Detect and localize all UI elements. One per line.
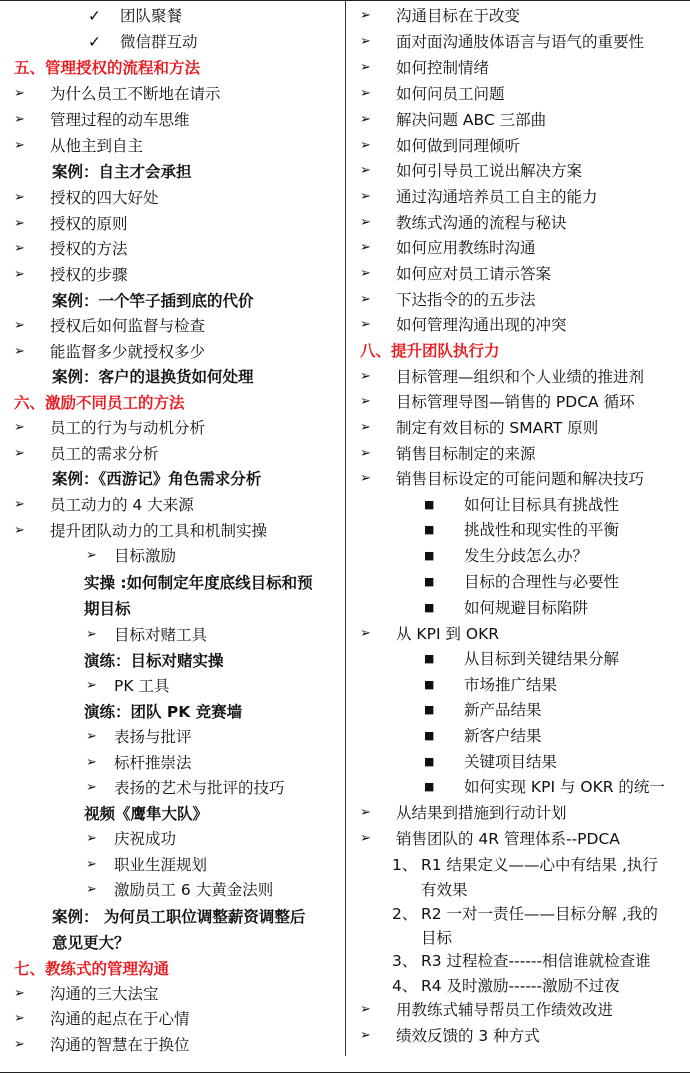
item-text: 销售目标设定的可能问题和解决技巧 bbox=[396, 470, 645, 488]
item-text: 案例：《西游记》角色需求分析 bbox=[52, 470, 262, 488]
item-text: 如何做到同理倾听 bbox=[396, 137, 521, 155]
arrow-bullet-icon: ➢ bbox=[360, 394, 371, 409]
item-text: 如何管理沟通出现的冲突 bbox=[396, 316, 567, 334]
arrow-bullet-icon: ➢ bbox=[360, 266, 371, 281]
item-text: 如何问员工问题 bbox=[396, 85, 505, 103]
item-text: 授权的四大好处 bbox=[50, 189, 159, 207]
arrow-bullet-icon: ➢ bbox=[360, 471, 371, 486]
arrow-bullet-icon: ➢ bbox=[360, 34, 371, 49]
arrow-bullet-icon: ➢ bbox=[86, 831, 97, 846]
item-number: 3、 bbox=[392, 952, 418, 970]
arrow-bullet-icon: ➢ bbox=[360, 163, 371, 178]
item-text: 案例：自主才会承担 bbox=[52, 163, 192, 181]
item-text: 能监督多少就授权多少 bbox=[50, 343, 206, 361]
arrow-bullet-icon: ➢ bbox=[14, 446, 25, 461]
column-divider bbox=[345, 1, 346, 1056]
item-text: 市场推广结果 bbox=[464, 676, 558, 694]
item-text: 六、激励不同员工的方法 bbox=[14, 394, 185, 412]
item-text: 演练：目标对赌实操 bbox=[84, 652, 224, 670]
item-text: 管理过程的动车思维 bbox=[50, 111, 190, 129]
item-text: 目标管理导图—销售的 PDCA 循环 bbox=[396, 393, 635, 411]
square-bullet-icon: ■ bbox=[424, 678, 435, 691]
item-text: 沟通目标在于改变 bbox=[396, 7, 521, 25]
arrow-bullet-icon: ➢ bbox=[360, 626, 371, 641]
item-text: 员工的行为与动机分析 bbox=[50, 419, 206, 437]
item-text: 解决问题 ABC 三部曲 bbox=[396, 111, 547, 129]
arrow-bullet-icon: ➢ bbox=[360, 420, 371, 435]
item-text: 如何应用教练时沟通 bbox=[396, 239, 536, 257]
item-text: 销售团队的 4R 管理体系--PDCA bbox=[396, 830, 620, 848]
arrow-bullet-icon: ➢ bbox=[14, 986, 25, 1001]
arrow-bullet-icon: ➢ bbox=[14, 344, 25, 359]
arrow-bullet-icon: ➢ bbox=[14, 86, 25, 101]
arrow-bullet-icon: ➢ bbox=[86, 755, 97, 770]
arrow-bullet-icon: ➢ bbox=[86, 729, 97, 744]
item-number: 4、 bbox=[392, 977, 418, 995]
item-text: 微信群互动 bbox=[120, 33, 198, 51]
square-bullet-icon: ■ bbox=[424, 703, 435, 716]
item-text: 从他主到自主 bbox=[50, 137, 144, 155]
arrow-bullet-icon: ➢ bbox=[360, 831, 371, 846]
square-bullet-icon: ■ bbox=[424, 729, 435, 742]
arrow-bullet-icon: ➢ bbox=[360, 240, 371, 255]
item-text: 授权的原则 bbox=[50, 215, 128, 233]
item-text: 如何规避目标陷阱 bbox=[464, 599, 589, 617]
arrow-bullet-icon: ➢ bbox=[86, 627, 97, 642]
item-text: 有效果 bbox=[421, 881, 468, 899]
item-text: R3 过程检查------相信谁就检查谁 bbox=[421, 952, 651, 970]
item-text: 面对面沟通肢体语言与语气的重要性 bbox=[396, 33, 645, 51]
arrow-bullet-icon: ➢ bbox=[360, 292, 371, 307]
arrow-bullet-icon: ➢ bbox=[360, 138, 371, 153]
item-text: 沟通的智慧在于换位 bbox=[50, 1036, 190, 1054]
arrow-bullet-icon: ➢ bbox=[360, 112, 371, 127]
arrow-bullet-icon: ➢ bbox=[14, 1037, 25, 1052]
item-text: 销售目标制定的来源 bbox=[396, 445, 536, 463]
arrow-bullet-icon: ➢ bbox=[360, 369, 371, 384]
square-bullet-icon: ■ bbox=[424, 652, 435, 665]
item-text: 关键项目结果 bbox=[464, 753, 558, 771]
arrow-bullet-icon: ➢ bbox=[86, 548, 97, 563]
item-text: 如何引导员工说出解决方案 bbox=[396, 162, 583, 180]
square-bullet-icon: ■ bbox=[424, 549, 435, 562]
item-text: 教练式沟通的流程与秘诀 bbox=[396, 214, 567, 232]
arrow-bullet-icon: ➢ bbox=[14, 112, 25, 127]
arrow-bullet-icon: ➢ bbox=[360, 1028, 371, 1043]
item-text: 授权的方法 bbox=[50, 240, 128, 258]
checkmark-icon: ✓ bbox=[88, 33, 101, 51]
item-text: 下达指令的的五步法 bbox=[396, 291, 536, 309]
item-text: 八、提升团队执行力 bbox=[360, 342, 500, 360]
square-bullet-icon: ■ bbox=[424, 523, 435, 536]
arrow-bullet-icon: ➢ bbox=[360, 189, 371, 204]
arrow-bullet-icon: ➢ bbox=[14, 1011, 25, 1026]
square-bullet-icon: ■ bbox=[424, 755, 435, 768]
arrow-bullet-icon: ➢ bbox=[360, 446, 371, 461]
arrow-bullet-icon: ➢ bbox=[360, 8, 371, 23]
arrow-bullet-icon: ➢ bbox=[14, 267, 25, 282]
arrow-bullet-icon: ➢ bbox=[360, 805, 371, 820]
item-text: 案例： 为何员工职位调整薪资调整后 bbox=[52, 908, 306, 926]
item-text: 五、管理授权的流程和方法 bbox=[14, 59, 201, 77]
square-bullet-icon: ■ bbox=[424, 575, 435, 588]
item-text: 从结果到措施到行动计划 bbox=[396, 804, 567, 822]
item-text: 实操 :如何制定年度底线目标和预 bbox=[84, 574, 313, 592]
item-text: 演练：团队 PK 竞赛墙 bbox=[84, 703, 243, 721]
item-text: 激励员工 6 大黄金法则 bbox=[114, 881, 274, 899]
item-text: 发生分歧怎么办？ bbox=[464, 547, 589, 565]
item-text: 团队聚餐 bbox=[120, 7, 183, 25]
item-text: 新产品结果 bbox=[464, 701, 542, 719]
arrow-bullet-icon: ➢ bbox=[86, 857, 97, 872]
item-text: 为什么员工不断地在请示 bbox=[50, 85, 221, 103]
item-text: 从 KPI 到 OKR bbox=[396, 625, 499, 643]
arrow-bullet-icon: ➢ bbox=[360, 215, 371, 230]
item-text: 新客户结果 bbox=[464, 727, 542, 745]
arrow-bullet-icon: ➢ bbox=[14, 216, 25, 231]
square-bullet-icon: ■ bbox=[424, 780, 435, 793]
square-bullet-icon: ■ bbox=[424, 601, 435, 614]
item-text: 沟通的起点在于心情 bbox=[50, 1010, 190, 1028]
item-text: 绩效反馈的 3 种方式 bbox=[396, 1027, 540, 1045]
item-text: 表扬的艺术与批评的技巧 bbox=[114, 779, 285, 797]
item-text: 目标的合理性与必要性 bbox=[464, 573, 620, 591]
item-text: 七、教练式的管理沟通 bbox=[14, 960, 170, 978]
item-text: 员工的需求分析 bbox=[50, 445, 159, 463]
item-text: 目标激励 bbox=[114, 547, 177, 565]
item-text: 制定有效目标的 SMART 原则 bbox=[396, 419, 599, 437]
item-text: 目标 bbox=[421, 929, 453, 947]
arrow-bullet-icon: ➢ bbox=[14, 241, 25, 256]
item-text: 如何让目标具有挑战性 bbox=[464, 496, 620, 514]
item-text: 职业生涯规划 bbox=[114, 856, 208, 874]
arrow-bullet-icon: ➢ bbox=[86, 678, 97, 693]
arrow-bullet-icon: ➢ bbox=[14, 420, 25, 435]
item-text: 庆祝成功 bbox=[114, 830, 177, 848]
arrow-bullet-icon: ➢ bbox=[14, 523, 25, 538]
checkmark-icon: ✓ bbox=[88, 7, 101, 25]
item-text: 案例：客户的退换货如何处理 bbox=[52, 368, 254, 386]
arrow-bullet-icon: ➢ bbox=[86, 882, 97, 897]
arrow-bullet-icon: ➢ bbox=[360, 86, 371, 101]
item-text: R1 结果定义——心中有结果 ,执行 bbox=[421, 856, 658, 874]
arrow-bullet-icon: ➢ bbox=[360, 60, 371, 75]
arrow-bullet-icon: ➢ bbox=[14, 138, 25, 153]
item-number: 1、 bbox=[392, 856, 418, 874]
item-text: R2 一对一责任——目标分解 ,我的 bbox=[421, 905, 658, 923]
arrow-bullet-icon: ➢ bbox=[360, 1002, 371, 1017]
item-text: R4 及时激励------激励不过夜 bbox=[421, 977, 620, 995]
arrow-bullet-icon: ➢ bbox=[360, 317, 371, 332]
arrow-bullet-icon: ➢ bbox=[14, 497, 25, 512]
item-text: 意见更大？ bbox=[52, 934, 130, 952]
item-text: 期目标 bbox=[84, 600, 131, 618]
item-text: 如何控制情绪 bbox=[396, 59, 490, 77]
item-text: 员工动力的 4 大来源 bbox=[50, 496, 194, 514]
item-text: 授权的步骤 bbox=[50, 266, 128, 284]
item-number: 2、 bbox=[392, 905, 418, 923]
arrow-bullet-icon: ➢ bbox=[14, 318, 25, 333]
item-text: 目标管理—组织和个人业绩的推进剂 bbox=[396, 368, 645, 386]
item-text: 通过沟通培养员工自主的能力 bbox=[396, 188, 598, 206]
item-text: PK 工具 bbox=[114, 677, 170, 695]
item-text: 视频《鹰隼大队》 bbox=[84, 805, 209, 823]
item-text: 沟通的三大法宝 bbox=[50, 985, 159, 1003]
item-text: 提升团队动力的工具和机制实操 bbox=[50, 522, 268, 540]
item-text: 标杆推崇法 bbox=[114, 754, 192, 772]
item-text: 挑战性和现实性的平衡 bbox=[464, 521, 620, 539]
square-bullet-icon: ■ bbox=[424, 498, 435, 511]
arrow-bullet-icon: ➢ bbox=[86, 780, 97, 795]
item-text: 授权后如何监督与检查 bbox=[50, 317, 206, 335]
item-text: 案例：一个竿子插到底的代价 bbox=[52, 292, 254, 310]
item-text: 从目标到关键结果分解 bbox=[464, 650, 620, 668]
item-text: 如何实现 KPI 与 OKR 的统一 bbox=[464, 778, 665, 796]
item-text: 表扬与批评 bbox=[114, 728, 192, 746]
item-text: 目标对赌工具 bbox=[114, 626, 208, 644]
arrow-bullet-icon: ➢ bbox=[14, 190, 25, 205]
item-text: 用教练式辅导帮员工作绩效改进 bbox=[396, 1001, 614, 1019]
item-text: 如何应对员工请示答案 bbox=[396, 265, 552, 283]
